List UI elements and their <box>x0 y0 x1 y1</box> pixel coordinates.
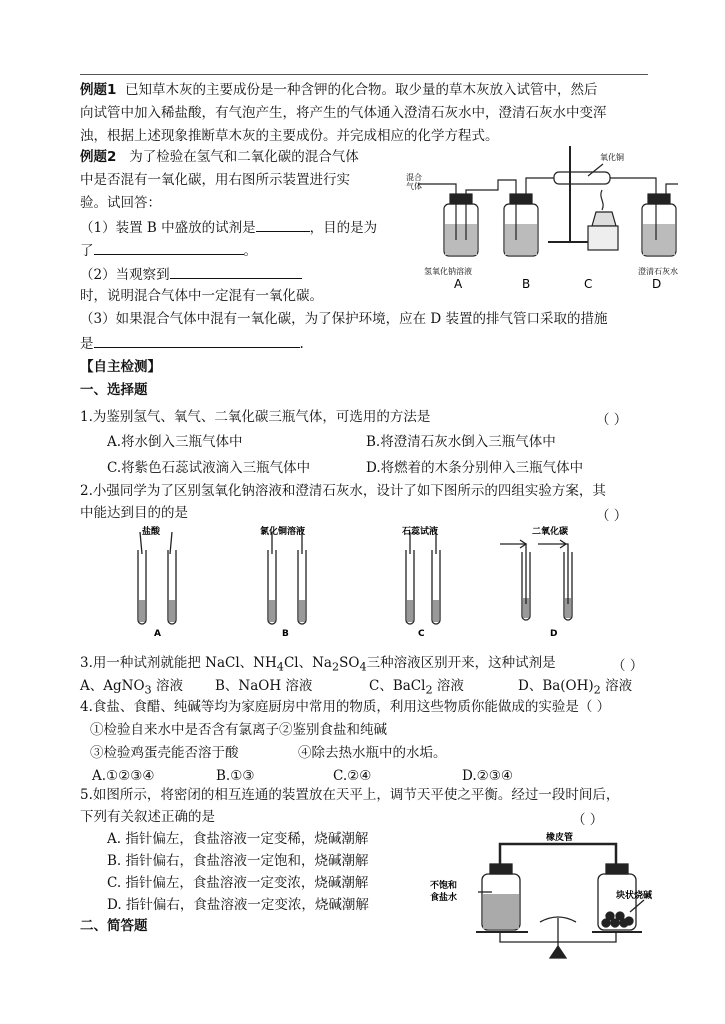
q2-line-1: 2.小强同学为了区别氢氧化钠溶液和澄清石灰水，设计了如下图所示的四组实验方案，其 <box>80 483 606 499</box>
example-2-question-2-cont: 时，说明混合气体中一定混有一氧化碳。 <box>80 288 323 304</box>
q5-option-a: A. 指针偏左，食盐溶液一定变稀，烧碱潮解 <box>107 831 369 847</box>
label-a: A <box>454 277 463 291</box>
q5-option-d: D. 指针偏右，食盐溶液一定变浓，烧碱潮解 <box>107 897 369 913</box>
q3-option-a: A、AgNO$_3$ 溶液 <box>80 678 183 697</box>
q4-option-a: A.①②③④ <box>92 768 155 784</box>
tube-label-a: A <box>154 629 161 639</box>
rubber-tube-label: 橡皮管 <box>546 833 574 843</box>
tube-label-d: D <box>550 629 558 639</box>
test-tube-figure <box>120 524 600 642</box>
header-rule <box>80 74 648 75</box>
hydrochloric-acid-label: 盐酸 <box>142 527 161 537</box>
answer-blank[interactable] <box>256 217 310 232</box>
rubber-tube <box>500 844 616 864</box>
combustion-tube <box>554 172 610 184</box>
example-2-line-3: 验。试回答： <box>80 195 161 211</box>
caustic-soda-label: 块状烧碱 <box>616 891 653 901</box>
salt-water-label: 食盐水 <box>430 893 458 903</box>
unsaturated-label: 不饱和 <box>430 881 458 891</box>
answer-blank[interactable] <box>170 264 302 279</box>
label-c: C <box>584 277 593 291</box>
q4-item-3: ③检验鸡蛋壳能否溶于酸 <box>90 745 239 761</box>
naoh-solution-label: 氢氧化钠溶液 <box>424 267 472 276</box>
q4-item-4: ④除去热水瓶中的水垢。 <box>298 745 447 761</box>
q1-option-c: C.将紫色石蕊试液滴入三瓶气体中 <box>107 460 311 476</box>
example-1-line-2: 向试管中加入稀盐酸，有气泡产生，将产生的气体通入澄清石灰水中，澄清石灰水中变浑 <box>80 105 607 121</box>
example-2-label: 例题 <box>80 149 107 165</box>
q4-item-1-2: ①检验自来水中是否含有氯离子②鉴别食盐和纯碱 <box>90 722 387 738</box>
q5-answer-paren[interactable]: （ ） <box>572 812 604 828</box>
q3-option-b: B、NaOH 溶液 <box>215 678 313 694</box>
q3-answer-paren[interactable]: （ ） <box>612 658 644 674</box>
example-1-line-3: 浊，根据上述现象推断草木灰的主要成份。并完成相应的化学方程式。 <box>80 128 499 144</box>
q5-option-b: B. 指针偏右，食盐溶液一定饱和，烧碱潮解 <box>107 853 369 869</box>
example-2-line-1: 例题2 为了检验在氢气和二氧化碳的混合气体 <box>80 149 359 165</box>
section-choice-heading: 一、选择题 <box>80 382 148 398</box>
example-2-question-3-cont: 是 . <box>80 333 304 353</box>
q4-option-c: C.②④ <box>333 768 372 784</box>
stopper-b <box>510 194 532 204</box>
stopper-d <box>648 194 670 204</box>
tube-label-b: B <box>282 629 289 639</box>
example-2-question-1-cont: 了 。 <box>80 240 257 260</box>
section-short-answer-heading: 二、简答题 <box>80 918 148 934</box>
carbon-dioxide-label: 二氧化碳 <box>532 527 569 537</box>
litmus-label: 石蕊试液 <box>402 527 439 537</box>
self-check-heading: 【自主检测】 <box>80 359 161 375</box>
q1-stem: 1.为鉴别氢气、氧气、二氧化碳三瓶气体，可选用的方法是 <box>80 409 431 425</box>
q3-option-c: C、BaCl$_2$ 溶液 <box>369 678 464 697</box>
q5-line-2: 下列有关叙述正确的是 <box>80 809 215 825</box>
gas-inlet-label: 混合气体 <box>406 173 422 191</box>
stopper-a <box>450 194 472 204</box>
q1-option-d: D.将燃着的木条分别伸入三瓶气体中 <box>366 460 584 476</box>
q3-stem: 3.用一种试剂就能把 NaCl、$NH_4Cl$、$Na_2SO_4$三种溶液区别开来，这种试剂是 <box>80 655 556 674</box>
q1-option-a: A.将水倒入三瓶气体中 <box>107 434 243 450</box>
limewater-label: 澄清石灰水 <box>638 267 678 276</box>
example-2-question-1: （1）装置 B 中盛放的试剂是 ，目的是为 <box>80 217 377 237</box>
q5-line-1: 5.如图所示，将密闭的相互连通的装置放在天平上，调节天平使之平衡。经过一段时间后， <box>80 787 620 803</box>
label-b: B <box>522 277 531 291</box>
apparatus-figure <box>398 140 698 292</box>
label-d: D <box>652 277 662 291</box>
example-2-question-3: （3）如果混合气体中混有一氧化碳，为了保护环境，应在 D 装置的排气管口采取的措施 <box>80 311 608 327</box>
q4-option-b: B.①③ <box>216 768 255 784</box>
q4-stem: 4.食盐、食醋、纯碱等均为家庭厨房中常用的物质，利用这些物质你能做成的实验是（ ） <box>80 699 611 715</box>
q2-line-2: 中能达到目的的是 <box>80 505 188 521</box>
tube-label-c: C <box>418 629 425 639</box>
example-1-line-1: 例题1 已知草木灰的主要成份是一种含钾的化合物。取少量的草木灰放入试管中，然后 <box>80 82 598 98</box>
example-2-line-2: 中是否混有一氧化碳，用右图所示装置进行实 <box>80 172 350 188</box>
q5-option-c: C. 指针偏左，食盐溶液一定变浓，烧碱潮解 <box>107 875 369 891</box>
q3-option-d: D、$Ba(OH)_2$ 溶液 <box>518 678 633 697</box>
q2-answer-paren[interactable]: （ ） <box>596 508 628 524</box>
answer-blank[interactable] <box>94 240 244 255</box>
balance-figure <box>420 832 660 964</box>
answer-blank[interactable] <box>94 333 300 348</box>
q4-option-d: D.②③④ <box>462 768 513 784</box>
q1-option-b: B.将澄清石灰水倒入三瓶气体中 <box>366 434 556 450</box>
example-2-question-2: （2）当观察到 <box>80 264 302 284</box>
q1-answer-paren[interactable]: （ ） <box>596 412 628 428</box>
copper-oxide-label: 氧化铜 <box>600 153 624 162</box>
copper-chloride-label: 氯化铜溶液 <box>260 527 306 537</box>
example-1-label: 例题 <box>80 82 107 98</box>
